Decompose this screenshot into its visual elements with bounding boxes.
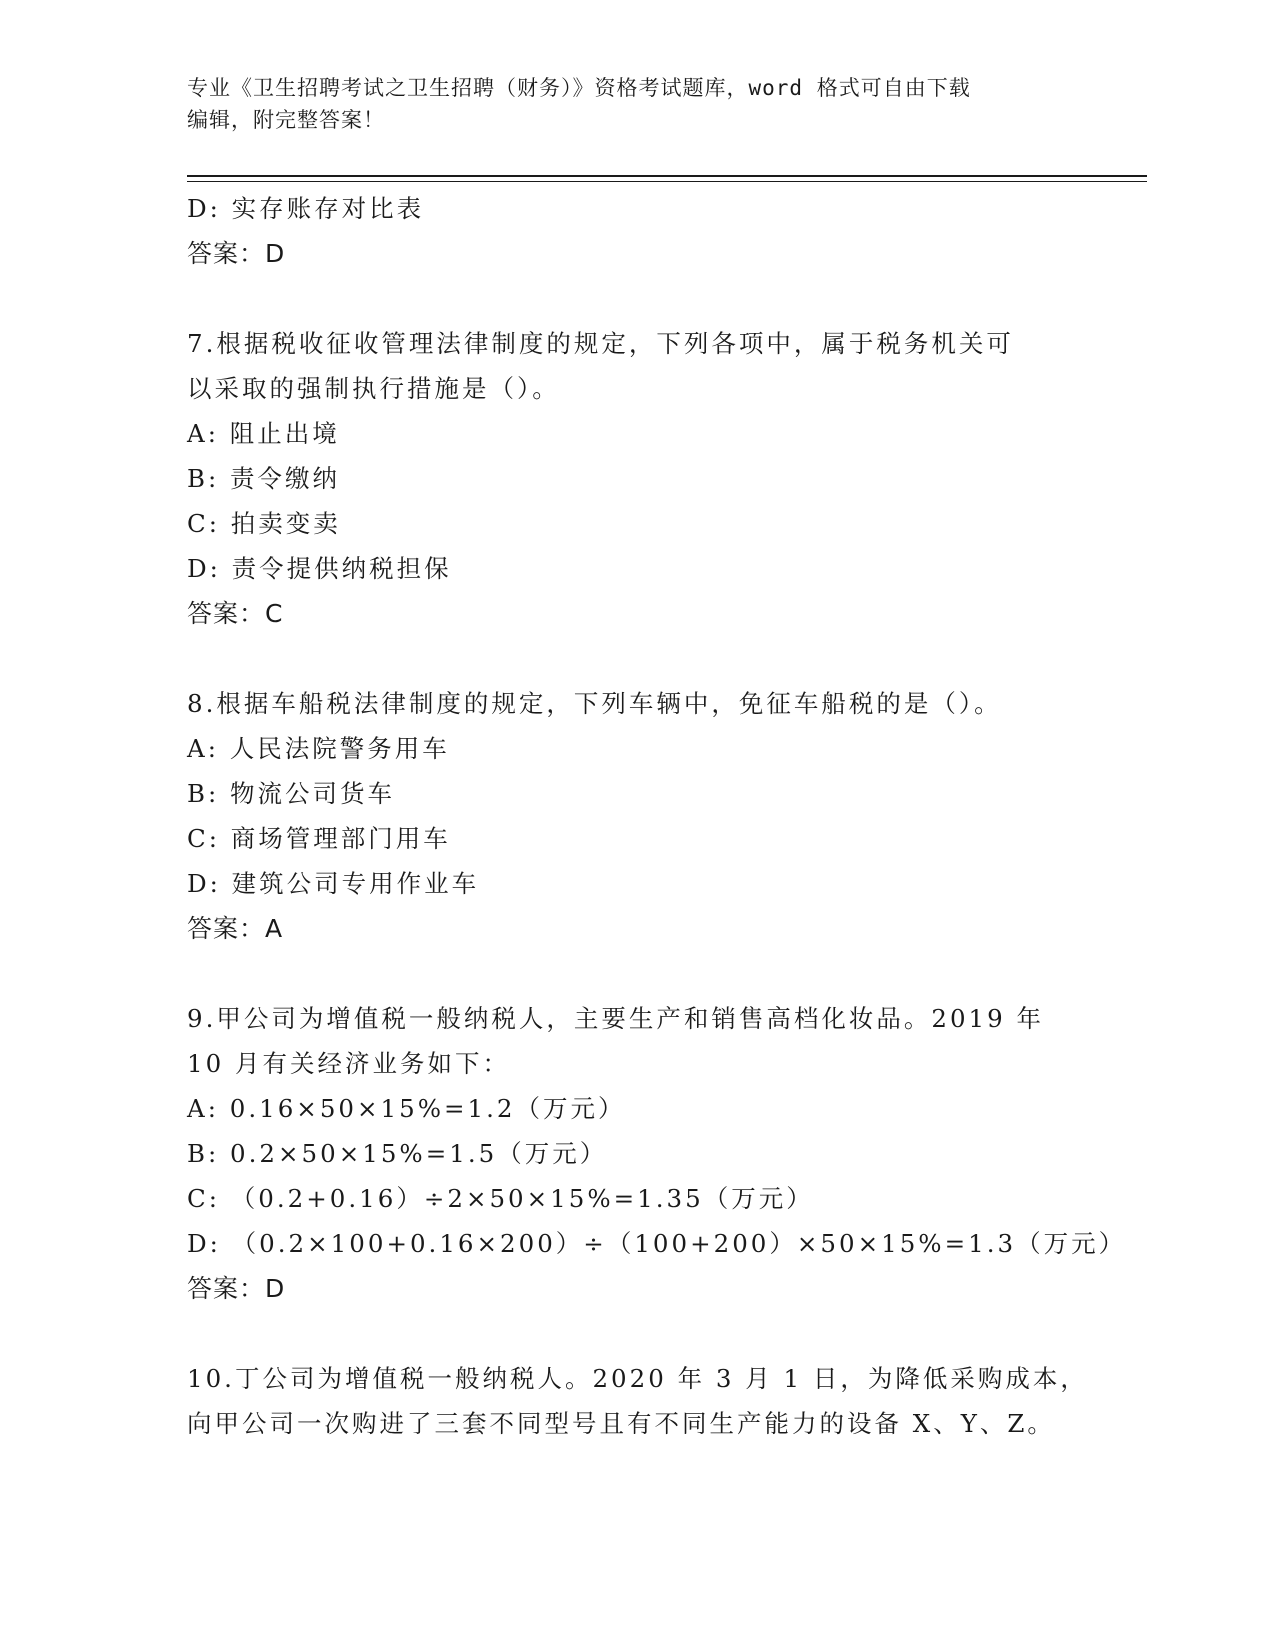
option-b: B: 物流公司货车 bbox=[187, 779, 396, 808]
option-a: A: 0.16×50×15%=1.2（万元） bbox=[187, 1094, 626, 1123]
question-8 bbox=[187, 681, 1087, 951]
question-stem: 8.根据车船税法律制度的规定，下列车辆中，免征车船税的是（）。 bbox=[187, 689, 1002, 718]
option-a: A: 阻止出境 bbox=[187, 419, 340, 448]
option-b: B: 0.2×50×15%=1.5（万元） bbox=[187, 1139, 608, 1168]
option-c: C: （0.2+0.16）÷2×50×15%=1.35（万元） bbox=[187, 1184, 814, 1213]
option-d: D: 实存账存对比表 bbox=[187, 194, 425, 223]
header-line-2: 编辑，附完整答案！ bbox=[187, 108, 385, 132]
option-b: B: 责令缴纳 bbox=[187, 464, 341, 493]
answer: 答案：D bbox=[187, 1274, 286, 1303]
header-line-1: 专业《卫生招聘考试之卫生招聘（财务）》资格考试题库，word 格式可自由下载 bbox=[187, 76, 971, 100]
question-stem: 7.根据税收征收管理法律制度的规定，下列各项中，属于税务机关可 bbox=[187, 329, 1014, 358]
answer: 答案：D bbox=[187, 239, 286, 268]
question-stem: 以采取的强制执行措施是（）。 bbox=[187, 374, 560, 403]
answer: 答案：A bbox=[187, 914, 284, 943]
header-divider-thin bbox=[187, 181, 1147, 182]
question-content bbox=[187, 186, 1127, 1446]
question-7 bbox=[187, 321, 1087, 636]
question-stem: 向甲公司一次购进了三套不同型号且有不同生产能力的设备 X、Y、Z。 bbox=[187, 1409, 1055, 1438]
option-c: C: 商场管理部门用车 bbox=[187, 824, 451, 853]
question-stem: 10.丁公司为增值税一般纳税人。2020 年 3 月 1 日，为降低采购成本， bbox=[187, 1364, 1088, 1393]
question-10 bbox=[187, 1356, 1087, 1446]
question-stem: 10 月有关经济业务如下： bbox=[187, 1049, 510, 1078]
option-d: D: 建筑公司专用作业车 bbox=[187, 869, 480, 898]
answer: 答案：C bbox=[187, 599, 284, 628]
option-c: C: 拍卖变卖 bbox=[187, 509, 341, 538]
page-header bbox=[187, 72, 1067, 136]
question-stem: 9.甲公司为增值税一般纳税人，主要生产和销售高档化妆品。2019 年 bbox=[187, 1004, 1045, 1033]
question-9 bbox=[187, 996, 1127, 1311]
option-a: A: 人民法院警务用车 bbox=[187, 734, 450, 763]
option-d: D: （0.2×100+0.16×200）÷（100+200）×50×15%=1.3（万元） bbox=[187, 1229, 1127, 1258]
header-divider-thick bbox=[187, 175, 1147, 177]
option-d: D: 责令提供纳税担保 bbox=[187, 554, 452, 583]
